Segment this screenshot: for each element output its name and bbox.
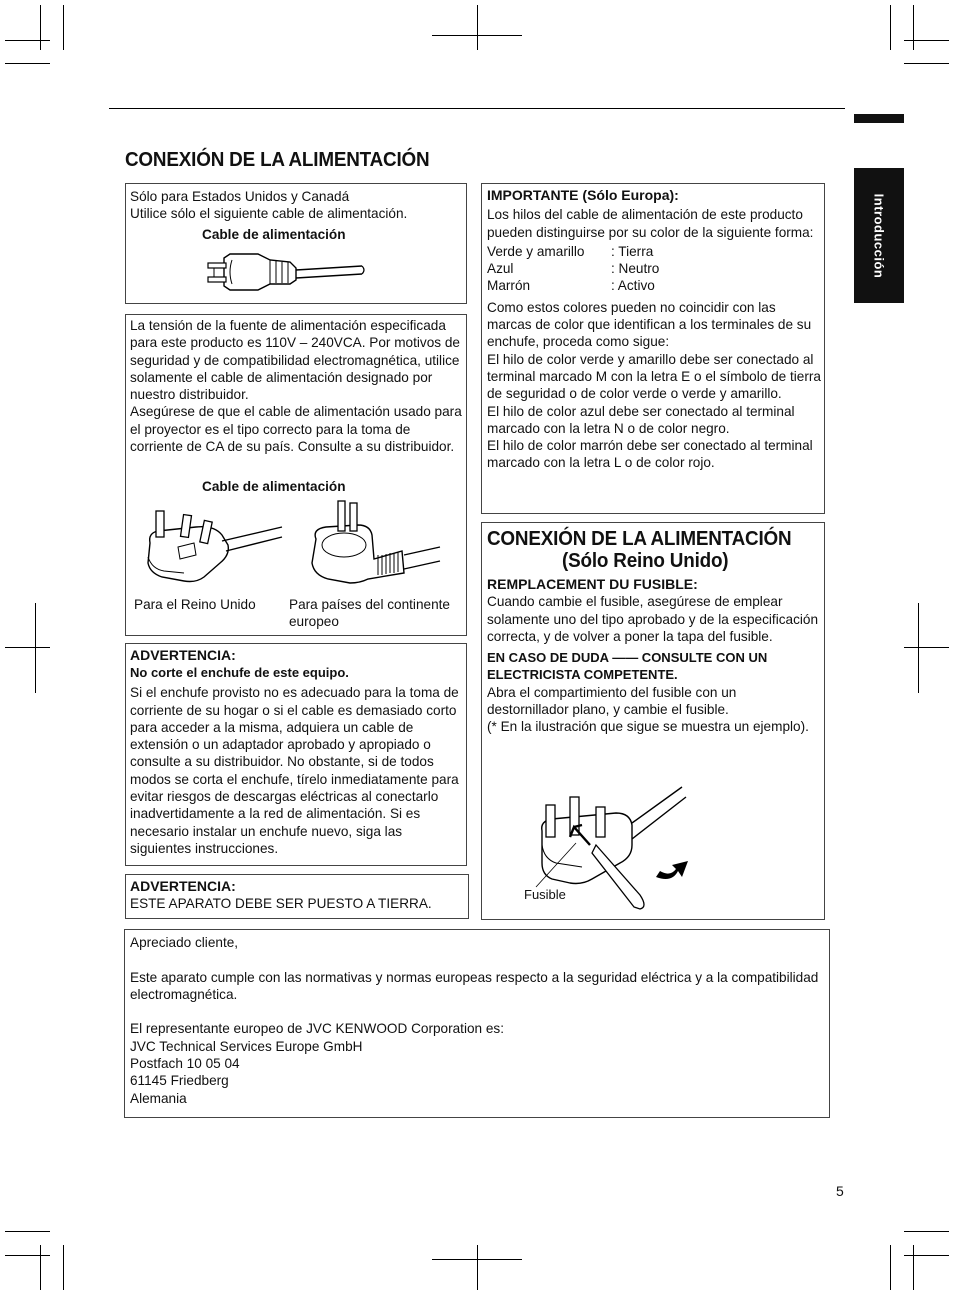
page-number: 5	[836, 1183, 844, 1199]
important-intro: Los hilos del cable de alimentación de este producto pueden distinguirse por su color de la siguiente forma:	[487, 207, 814, 240]
box-warning-ground	[125, 874, 469, 919]
warning1-subheading: No corte el enchufe de este equipo.	[130, 665, 349, 681]
uk-plug-illustration	[144, 507, 284, 587]
voltage-caption: Cable de alimentación	[202, 479, 346, 494]
fuse-label: Fusible	[524, 887, 566, 902]
uk-title-line1: CONEXIÓN DE LA ALIMENTACIÓN	[487, 527, 792, 550]
uk-heading: REMPLACEMENT DU FUSIBLE:	[487, 576, 698, 592]
side-tab[interactable]	[854, 168, 904, 303]
uk-title-line2: (Sólo Reino Unido)	[562, 549, 729, 572]
eu-plug-illustration	[302, 499, 442, 589]
box-warning-cut-plug	[125, 643, 467, 866]
wire-row: Azul : Neutro	[487, 261, 660, 277]
usa-caption: Cable de alimentación	[202, 227, 346, 242]
box-important-europe	[481, 183, 825, 514]
address-line: Postfach 10 05 04	[130, 1056, 240, 1072]
uk-p1: Cuando cambie el fusible, asegúrese de emplear solamente uno del tipo aprobado y de la especificación correcta, y de volver a poner la tapa del fusible.	[487, 594, 819, 644]
us-plug-illustration	[206, 246, 366, 296]
warning2-body: ESTE APARATO DEBE SER PUESTO A TIERRA.	[130, 896, 432, 912]
warning1-body: Si el enchufe provisto no es adecuado para la toma de corriente de su hogar o si el cable es demasiado corto para acceder a la misma, adquiera un cable de extensión o un adaptador aprobado y apropiado o consulte a su distribuidor. No obstante, si de todos modos se corta el enchufe, tírelo inmediatamente para evitar riesgos de descargas eléctricas al conectarlo inadvertidamente a la red de alimentación. Si es necesario instalar un enchufe nuevo, siga las siguientes instrucciones.	[130, 685, 459, 856]
side-tab-bar	[854, 114, 904, 123]
voltage-p2: Asegúrese de que el cable de alimentación usado para el proyector es el tipo correcto para la toma de corriente de CA de su país. Consulte a su distribuidor.	[130, 404, 462, 455]
box-uk-connection	[481, 522, 825, 920]
label-uk: Para el Reino Unido	[134, 597, 256, 612]
important-p1: Como estos colores pueden no coincidir con las marcas de color que identifican a los terminales de su enchufe, proceda como sigue:	[487, 299, 812, 350]
important-p3: El hilo de color azul debe ser conectado al terminal marcado con la letra N o de color negro.	[487, 403, 795, 436]
side-tab-label: Introducción	[871, 193, 887, 278]
wire-row: Marrón : Activo	[487, 278, 655, 294]
customer-p1: Este aparato cumple con las normativas y normas europeas respecto a la seguridad eléctrica y a la compatibilidad electromagnética.	[130, 969, 819, 1002]
customer-greeting: Apreciado cliente,	[130, 935, 239, 950]
warning2-heading: ADVERTENCIA:	[130, 878, 236, 894]
header-rule	[109, 108, 845, 109]
box-customer-notice	[124, 929, 830, 1118]
important-heading: IMPORTANTE (Sólo Europa):	[487, 187, 679, 203]
wire-table	[487, 243, 821, 295]
uk-p2: Abra el compartimiento del fusible con un destornillador plano, y cambie el fusible.	[487, 684, 737, 718]
address-line: JVC Technical Services Europe GmbH	[130, 1038, 363, 1054]
warning1-heading: ADVERTENCIA:	[130, 647, 236, 663]
usa-line2: Utilice sólo el siguiente cable de alimentación.	[130, 206, 408, 222]
important-p4: El hilo de color marrón debe ser conectado al terminal marcado con la letra L o de color rojo.	[487, 438, 813, 471]
voltage-p1: La tensión de la fuente de alimentación especificada para este producto es 110V – 240VCA. Por motivos de seguridad y de compatibilidad electromagnética, utilice solamente el cable de alimentación designado por nuestro distribuidor.	[130, 318, 460, 403]
important-p2: El hilo de color verde y amarillo debe ser conectado al terminal marcado M con la letra E o el símbolo de tierra de seguridad o de color verde o verde y amarillo.	[487, 351, 821, 402]
page-title: CONEXIÓN DE LA ALIMENTACIÓN	[125, 148, 430, 171]
uk-notice: EN CASO DE DUDA —— CONSULTE CON UN ELECTRICISTA COMPETENTE.	[487, 650, 768, 683]
uk-p3: (* En la ilustración que sigue se muestra un ejemplo).	[487, 719, 809, 735]
box-usa-canada	[125, 183, 467, 304]
wire-row: Verde y amarillo : Tierra	[487, 243, 654, 259]
customer-p2: El representante europeo de JVC KENWOOD Corporation es:	[130, 1021, 505, 1037]
box-voltage	[125, 314, 467, 636]
address-line: 61145 Friedberg	[130, 1073, 229, 1089]
label-eu: Para países del continente europeo	[289, 597, 450, 630]
address-line: Alemania	[130, 1090, 187, 1106]
customer-address	[130, 1038, 820, 1107]
usa-line1: Sólo para Estados Unidos y Canadá	[130, 189, 350, 204]
